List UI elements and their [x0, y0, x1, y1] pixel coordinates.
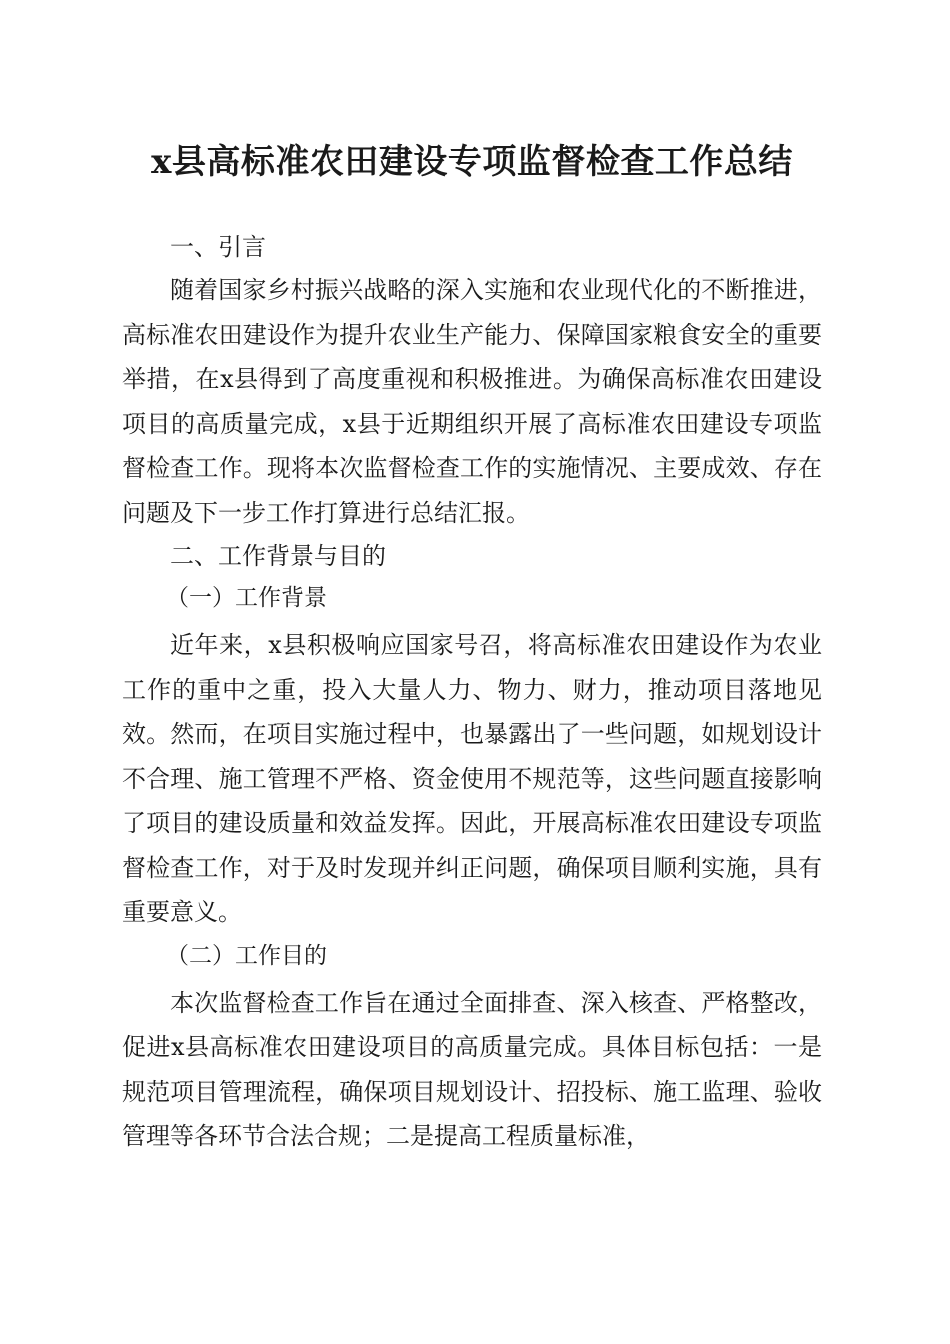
- document-title: x县高标准农田建设专项监督检查工作总结: [151, 142, 793, 182]
- subsection-heading-purpose: （二）工作目的: [166, 942, 327, 969]
- paragraph-background: 近年来，x县积极响应国家号召，将高标准农田建设作为农业工作的重中之重，投入大量人力、物力、财力，推动项目落地见效。然而，在项目实施过程中，也暴露出了一些问题，如规划设计不合理、施工管理不严格、资金使用不规范等，这些问题直接影响了项目的建设质量和效益发挥。因此，开展高标准农田建设专项监督检查工作，对于及时发现并纠正问题，确保项目顺利实施，具有重要意义。: [122, 631, 822, 926]
- paragraph-purpose: 本次监督检查工作旨在通过全面排查、深入核查、严格整改，促进x县高标准农田建设项目的高质量完成。具体目标包括：一是规范项目管理流程，确保项目规划设计、招投标、施工监理、验收管理等各环节合法合规；二是提高工程质量标准，: [122, 988, 822, 1150]
- section-heading-intro: 一、引言: [170, 233, 266, 261]
- subsection-heading-background: （一）工作背景: [166, 585, 327, 611]
- section-heading-background: 二、工作背景与目的: [170, 542, 386, 570]
- document-body: [122, 226, 822, 1159]
- paragraph-intro: 随着国家乡村振兴战略的深入实施和农业现代化的不断推进，高标准农田建设作为提升农业生产能力、保障国家粮食安全的重要举措，在x县得到了高度重视和积极推进。为确保高标准农田建设项目的高质量完成，x县于近期组织开展了高标准农田建设专项监督检查工作。现将本次监督检查工作的实施情况、主要成效、存在问题及下一步工作打算进行总结汇报。: [122, 276, 822, 527]
